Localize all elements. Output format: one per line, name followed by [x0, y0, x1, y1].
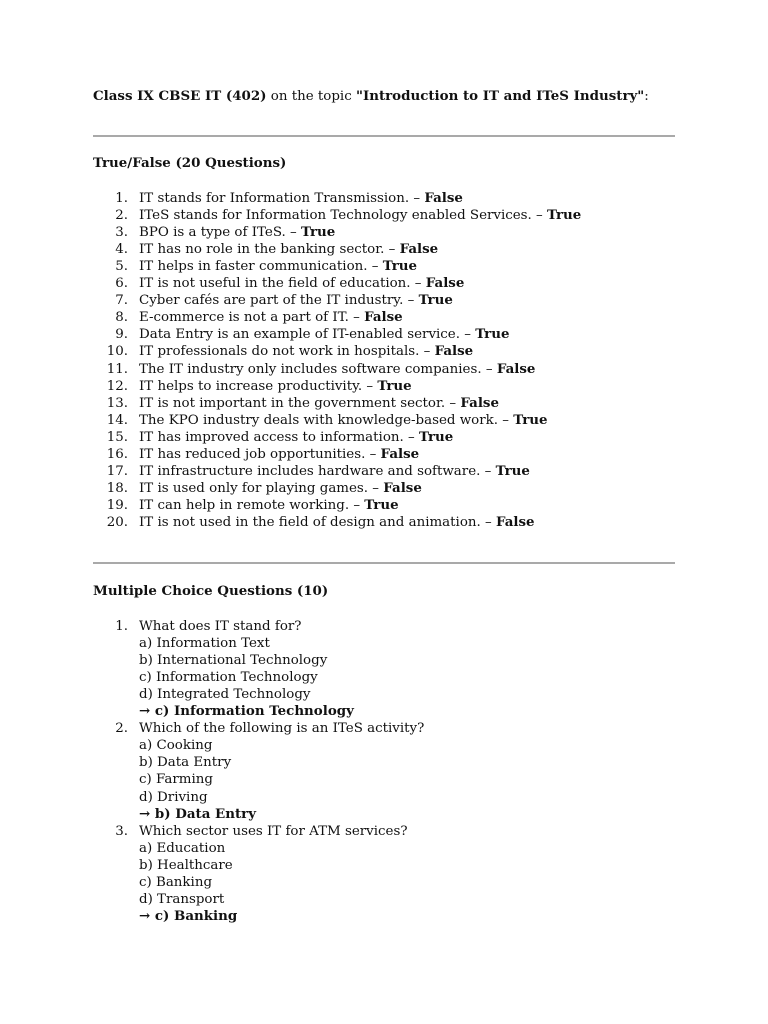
mcq-question: Which of the following is an ITeS activity? [139, 721, 425, 737]
tf-item-number: 16. [106, 446, 128, 462]
tf-item-number: 14. [106, 412, 128, 428]
tf-item-number: 13. [106, 395, 128, 411]
mcq-option: d) Integrated Technology [139, 687, 311, 703]
tf-item-text [139, 480, 422, 497]
divider-middle [93, 562, 675, 564]
mcq-option: b) Healthcare [139, 857, 233, 873]
mcq-question: What does IT stand for? [139, 619, 302, 634]
tf-answer: True [382, 258, 418, 275]
tf-item-number: 8. [115, 310, 128, 326]
document-heading [93, 88, 649, 104]
tf-answer: False [434, 343, 474, 360]
tf-item-text [139, 343, 473, 360]
tf-item-text [139, 258, 417, 275]
tf-statement: IT is used only for playing games. – [139, 480, 384, 496]
mcq-answer: → c) Information Technology [139, 703, 354, 720]
tf-item-number: 17. [106, 463, 128, 479]
tf-statement: Data Entry is an example of IT-enabled service. – [139, 327, 476, 343]
tf-answer: False [380, 445, 420, 462]
tf-statement: The IT industry only includes software companies. – [139, 361, 497, 377]
tf-item-text [139, 275, 464, 292]
tf-statement: IT has improved access to information. – [139, 429, 419, 445]
mcq-number: 3. [115, 823, 128, 839]
tf-item-number: 1. [115, 191, 128, 206]
tf-statement: IT infrastructure includes hardware and software. – [139, 463, 496, 479]
tf-item-text [139, 241, 438, 258]
mcq-answer: → b) Data Entry [139, 805, 257, 822]
tf-item-text [139, 429, 453, 446]
divider-top [93, 135, 675, 137]
heading-prefix: Class IX CBSE IT (402) [93, 88, 267, 104]
tf-statement: IT stands for Information Transmission. – [139, 191, 425, 206]
tf-statement: IT professionals do not work in hospitals. – [139, 344, 435, 360]
tf-item-text [139, 361, 535, 378]
mcq-option: c) Information Technology [139, 670, 318, 686]
tf-item-number: 7. [115, 293, 128, 309]
tf-item-number: 20. [106, 514, 128, 530]
tf-item-text [139, 412, 548, 429]
tf-answer: False [383, 479, 422, 496]
tf-answer: True [418, 292, 453, 309]
tf-answer: False [399, 241, 439, 258]
mcq-option: c) Banking [139, 874, 213, 890]
heading-topic: "Introduction to IT and ITeS Industry" [355, 88, 645, 104]
tf-statement: Cyber cafés are part of the IT industry. – [139, 293, 419, 309]
tf-item-number: 9. [115, 327, 128, 343]
tf-item-text [139, 207, 581, 224]
tf-answer: True [377, 377, 412, 394]
tf-answer: True [300, 224, 336, 241]
tf-item-text [139, 463, 530, 480]
tf-item-text [139, 378, 412, 395]
tf-item-text [139, 224, 335, 241]
mcq-number: 2. [115, 721, 128, 737]
tf-answer: False [425, 275, 465, 292]
tf-item-text [139, 190, 463, 207]
mcq-option: c) Farming [139, 772, 213, 788]
tf-answer: True [364, 496, 399, 513]
heading-middle: on the topic [266, 89, 356, 104]
tf-statement: IT helps in faster communication. – [139, 259, 383, 275]
mcq-option: a) Information Text [139, 636, 270, 652]
tf-item-number: 10. [106, 344, 128, 360]
tf-item-number: 2. [115, 208, 128, 224]
tf-item-text [139, 514, 535, 531]
mcq-question: Which sector uses IT for ATM services? [139, 823, 408, 839]
tf-statement: IT has no role in the banking sector. – [139, 242, 400, 258]
tf-item-text [139, 326, 510, 343]
mcq-option: b) International Technology [139, 653, 328, 669]
tf-item-text [139, 497, 399, 514]
mcq-option: a) Cooking [139, 738, 213, 754]
tf-item-number: 4. [115, 242, 128, 258]
tf-item-number: 15. [106, 429, 128, 445]
mcq-option: a) Education [139, 840, 226, 856]
tf-statement: BPO is a type of ITeS. – [139, 225, 301, 241]
heading-suffix: : [644, 89, 649, 104]
tf-answer: True [475, 326, 510, 343]
tf-item-number: 19. [106, 497, 128, 513]
tf-statement: IT is not useful in the field of education. – [139, 276, 426, 292]
tf-answer: True [547, 207, 582, 224]
tf-item-number: 5. [115, 259, 128, 275]
tf-item-text [139, 292, 453, 309]
mcq-option: d) Driving [139, 789, 208, 805]
mcq-number: 1. [115, 619, 128, 634]
tf-answer: False [424, 190, 463, 206]
tf-statement: IT helps to increase productivity. – [139, 378, 378, 394]
tf-answer: False [364, 309, 403, 326]
tf-item-number: 3. [115, 225, 128, 241]
mcq-title: Multiple Choice Questions (10) [93, 583, 329, 599]
true-false-title: True/False (20 Questions) [93, 155, 287, 171]
tf-item-text [139, 395, 499, 412]
tf-item-number: 6. [115, 276, 128, 292]
tf-answer: True [418, 428, 454, 445]
tf-statement: IT is not important in the government sector. – [139, 395, 461, 411]
tf-answer: False [495, 513, 535, 530]
tf-statement: ITeS stands for Information Technology enabled Services. – [139, 208, 548, 224]
tf-item-text [139, 309, 403, 326]
tf-item-text [139, 446, 419, 463]
tf-statement: The KPO industry deals with knowledge-based work. – [139, 412, 514, 428]
tf-answer: True [513, 411, 548, 428]
tf-statement: IT has reduced job opportunities. – [139, 446, 381, 462]
tf-answer: True [495, 462, 530, 479]
mcq-option: d) Transport [139, 891, 225, 907]
tf-item-number: 12. [106, 378, 128, 394]
mcq-answer: → c) Banking [139, 907, 238, 924]
tf-statement: IT is not used in the field of design and animation. – [139, 514, 496, 530]
mcq-option: b) Data Entry [139, 755, 232, 771]
tf-statement: IT can help in remote working. – [139, 497, 365, 513]
tf-item-number: 11. [106, 361, 128, 377]
tf-statement: E-commerce is not a part of IT. – [139, 310, 365, 326]
tf-answer: False [496, 360, 536, 377]
tf-item-number: 18. [106, 480, 128, 496]
tf-answer: False [460, 394, 499, 411]
